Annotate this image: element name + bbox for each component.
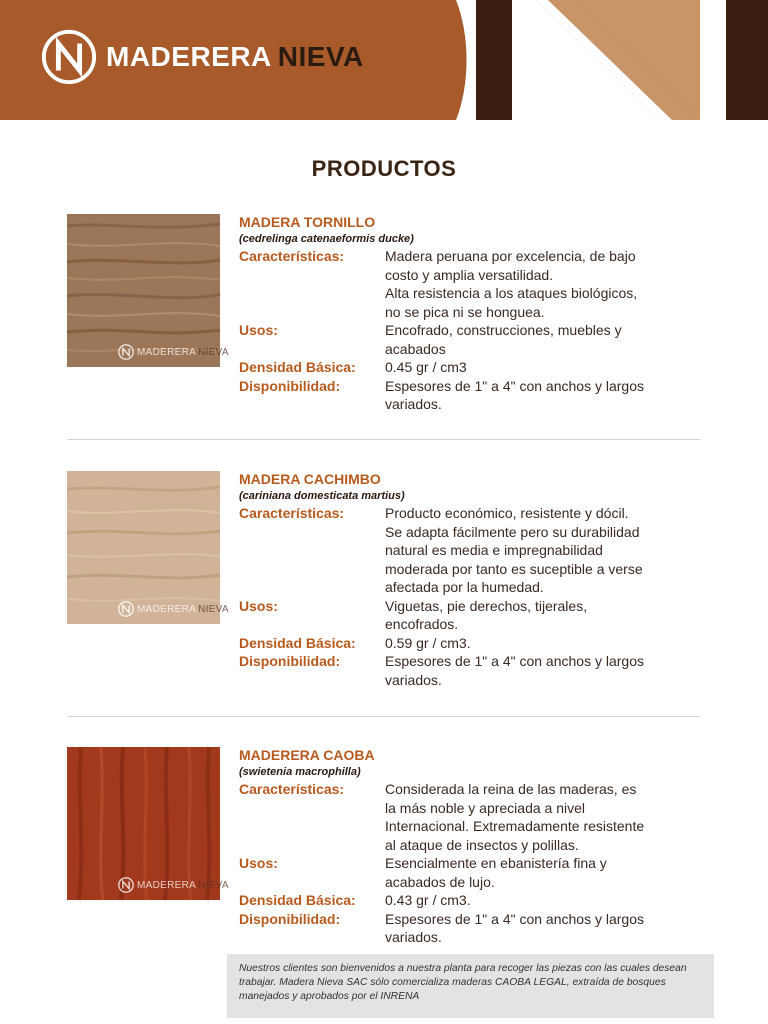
value-usos bbox=[385, 321, 709, 358]
text-line: Producto económico, resistente y dócil. bbox=[385, 505, 629, 521]
product-name: MADERA CACHIMBO bbox=[239, 471, 381, 487]
swatch-watermark bbox=[117, 876, 229, 894]
text-line: Madera peruana por excelencia, de bajo bbox=[385, 248, 636, 264]
row-usos bbox=[239, 854, 709, 891]
brand-name-part2: NIEVA bbox=[277, 41, 364, 72]
wood-swatch-cachimbo bbox=[67, 471, 229, 624]
watermark-logo-icon bbox=[117, 600, 135, 618]
value-caracteristicas bbox=[385, 780, 709, 854]
logo-n-icon bbox=[40, 28, 98, 86]
product-info bbox=[239, 471, 709, 689]
label-caracteristicas: Características: bbox=[239, 781, 345, 797]
label-usos: Usos: bbox=[239, 597, 278, 614]
row-disponibilidad bbox=[239, 377, 709, 414]
text-line: encofrados. bbox=[385, 616, 459, 632]
label-densidad: Densidad Básica: bbox=[239, 634, 356, 651]
header-decoration bbox=[408, 0, 768, 120]
value-usos bbox=[385, 597, 709, 634]
watermark-text-1: MADERERA bbox=[137, 879, 197, 891]
watermark-text-2: NIEVA bbox=[198, 603, 229, 615]
product-scientific-name: (cedrelinga catenaeformis ducke) bbox=[239, 233, 414, 245]
label-caracteristicas: Características: bbox=[239, 505, 345, 521]
watermark-text-1: MADERERA bbox=[137, 346, 197, 358]
row-caracteristicas bbox=[239, 247, 709, 321]
row-densidad bbox=[239, 634, 709, 653]
text-line: Viguetas, pie derechos, tijerales, bbox=[385, 597, 588, 614]
text-line: Se adapta fácilmente pero su durabilidad bbox=[385, 523, 640, 540]
text-line: Espesores de 1" a 4" con anchos y largos bbox=[385, 653, 644, 669]
swatch-watermark bbox=[117, 600, 229, 618]
label-densidad: Densidad Básica: bbox=[239, 892, 356, 908]
text-line: afectada por la humedad. bbox=[385, 579, 544, 595]
section-divider bbox=[67, 716, 700, 717]
watermark-text-2: NIEVA bbox=[198, 879, 229, 891]
text-line: moderada por tanto es suceptible a verse bbox=[385, 560, 643, 577]
value-usos bbox=[385, 854, 709, 891]
value-caracteristicas bbox=[385, 247, 709, 321]
row-caracteristicas bbox=[239, 504, 709, 597]
text-line: Espesores de 1" a 4" con anchos y largos bbox=[385, 377, 644, 394]
label-usos: Usos: bbox=[239, 855, 278, 871]
text-line: Esencialmente en ebanistería fina y bbox=[385, 855, 607, 871]
watermark-logo-icon bbox=[117, 876, 135, 894]
text-line: Alta resistencia a los ataques biológicos, bbox=[385, 285, 638, 301]
brand-name-part1: MADERERA bbox=[106, 41, 272, 72]
text-line: Espesores de 1" a 4" con anchos y largos bbox=[385, 910, 644, 927]
value-disponibilidad bbox=[385, 910, 709, 947]
text-line: natural es media e impregnabilidad bbox=[385, 542, 603, 558]
label-disponibilidad: Disponibilidad: bbox=[239, 377, 341, 394]
product-name: MADERA TORNILLO bbox=[239, 214, 376, 230]
text-line: la más noble y apreciada a nivel bbox=[385, 799, 586, 816]
brand-logo bbox=[40, 28, 364, 86]
label-usos: Usos: bbox=[239, 322, 278, 338]
row-densidad bbox=[239, 358, 709, 377]
label-disponibilidad: Disponibilidad: bbox=[239, 910, 341, 927]
value-densidad: 0.43 gr / cm3. bbox=[385, 892, 471, 908]
label-disponibilidad: Disponibilidad: bbox=[239, 653, 341, 669]
header-banner bbox=[0, 0, 768, 120]
row-disponibilidad bbox=[239, 652, 709, 689]
watermark-text-2: NIEVA bbox=[198, 346, 229, 358]
text-line: al ataque de insectos y polillas. bbox=[385, 836, 579, 853]
text-line: acabados bbox=[385, 340, 446, 357]
row-disponibilidad bbox=[239, 910, 709, 947]
product-name: MADERERA CAOBA bbox=[239, 747, 375, 763]
text-line: costo y amplia versatilidad. bbox=[385, 266, 554, 283]
page-title: PRODUCTOS bbox=[311, 156, 457, 181]
value-disponibilidad bbox=[385, 377, 709, 414]
text-line: acabados de lujo. bbox=[385, 873, 495, 890]
text-line: variados. bbox=[385, 671, 442, 688]
label-caracteristicas: Características: bbox=[239, 248, 345, 264]
label-densidad: Densidad Básica: bbox=[239, 359, 356, 375]
value-densidad: 0.45 gr / cm3 bbox=[385, 359, 467, 375]
value-disponibilidad bbox=[385, 652, 709, 689]
text-line: no se pica ni se honguea. bbox=[385, 303, 545, 320]
section-divider bbox=[67, 439, 700, 440]
text-line: Encofrado, construcciones, muebles y bbox=[385, 322, 622, 338]
product-info bbox=[239, 747, 709, 947]
value-caracteristicas bbox=[385, 504, 709, 597]
text-line: Internacional. Extremadamente resistente bbox=[385, 818, 645, 834]
brand-name bbox=[106, 43, 364, 71]
value-densidad: 0.59 gr / cm3. bbox=[385, 634, 471, 651]
text-line: Considerada la reina de las maderas, es bbox=[385, 781, 637, 797]
watermark-logo-icon bbox=[117, 343, 135, 361]
wood-swatch-tornillo bbox=[67, 214, 229, 367]
product-scientific-name: (cariniana domesticata martius) bbox=[239, 490, 405, 502]
row-caracteristicas bbox=[239, 780, 709, 854]
swatch-watermark bbox=[117, 343, 229, 361]
row-densidad bbox=[239, 891, 709, 910]
row-usos bbox=[239, 597, 709, 634]
product-info bbox=[239, 214, 709, 414]
text-line: variados. bbox=[385, 929, 442, 945]
wood-swatch-caoba bbox=[67, 747, 229, 900]
text-line: variados. bbox=[385, 396, 442, 412]
footer-note: Nuestros clientes son bienvenidos a nuestra planta para recoger las piezas con las cuales desean trabajar. Madera Nieva SAC sólo comercializa maderas CAOBA LEGAL, extraída de bosques manejados y aprobados por el INRENA bbox=[227, 954, 714, 1018]
product-scientific-name: (swietenia macrophilla) bbox=[239, 766, 361, 778]
watermark-text-1: MADERERA bbox=[137, 603, 197, 615]
row-usos bbox=[239, 321, 709, 358]
